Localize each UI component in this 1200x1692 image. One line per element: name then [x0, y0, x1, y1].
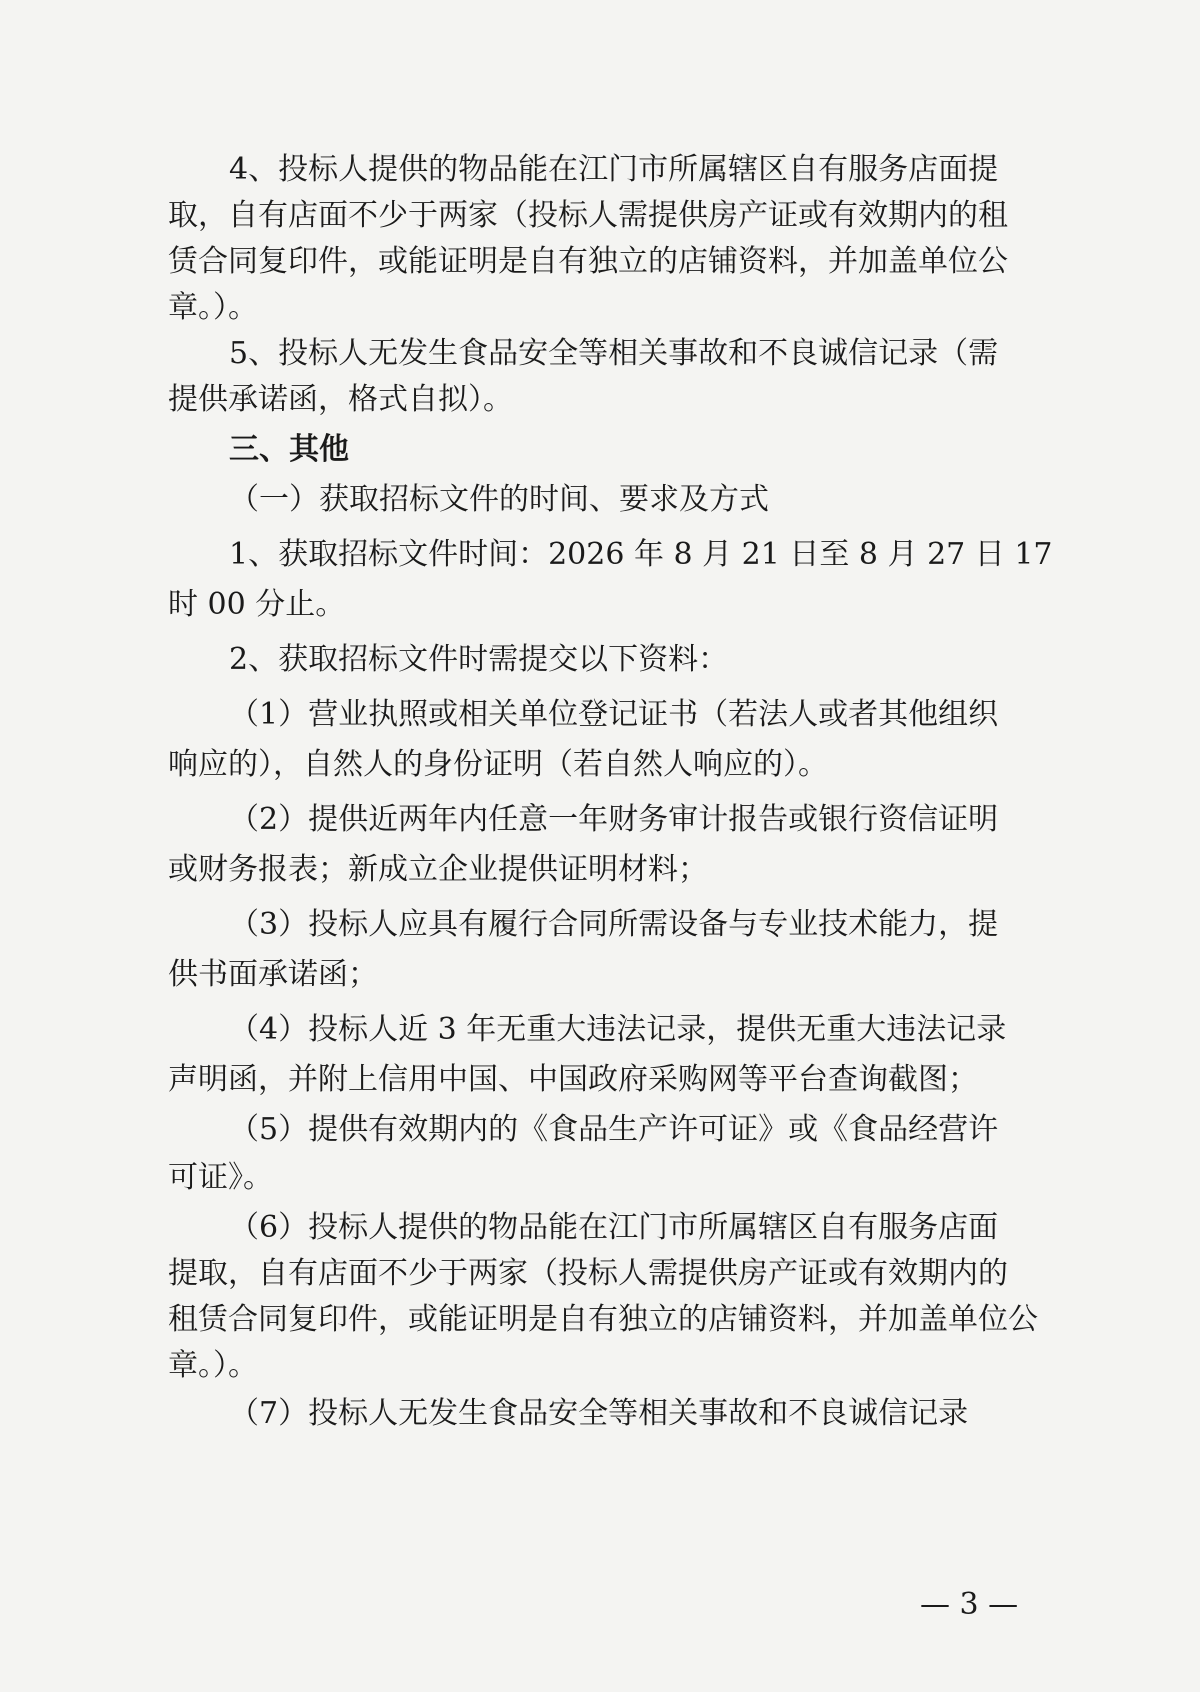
subsection-heading: （一）获取招标文件的时间、要求及方式	[229, 482, 769, 517]
paragraph-line: 2、获取招标文件时需提交以下资料：	[229, 642, 729, 677]
paragraph-line: （5）提供有效期内的《食品生产许可证》或《食品经营许	[229, 1112, 999, 1147]
section-heading: 三、其他	[229, 432, 349, 467]
paragraph-line: 章。）。	[168, 290, 258, 325]
paragraph-line: （4）投标人近 3 年无重大违法记录，提供无重大违法记录	[229, 1012, 1007, 1047]
paragraph-line: 声明函，并附上信用中国、中国政府采购网等平台查询截图；	[168, 1062, 978, 1097]
paragraph-line: 租赁合同复印件，或能证明是自有独立的店铺资料，并加盖单位公	[168, 1302, 1038, 1337]
paragraph-line: 取，自有店面不少于两家（投标人需提供房产证或有效期内的租	[168, 198, 1008, 233]
paragraph-line: 提取，自有店面不少于两家（投标人需提供房产证或有效期内的	[168, 1256, 1008, 1291]
paragraph-line: 提供承诺函，格式自拟）。	[168, 382, 513, 417]
paragraph-line: （6）投标人提供的物品能在江门市所属辖区自有服务店面	[229, 1210, 999, 1245]
paragraph-line: （3）投标人应具有履行合同所需设备与专业技术能力，提	[229, 907, 999, 942]
paragraph-line: （2）提供近两年内任意一年财务审计报告或银行资信证明	[229, 802, 999, 837]
paragraph-line: 4、投标人提供的物品能在江门市所属辖区自有服务店面提	[229, 152, 999, 187]
paragraph-line: （1）营业执照或相关单位登记证书（若法人或者其他组织	[229, 697, 999, 732]
paragraph-line: 供书面承诺函；	[168, 957, 378, 992]
paragraph-line: 时 00 分止。	[168, 587, 346, 622]
paragraph-line: 响应的），自然人的身份证明（若自然人响应的）。	[168, 747, 828, 782]
paragraph-line: 5、投标人无发生食品安全等相关事故和不良诚信记录（需	[229, 336, 999, 371]
paragraph-line: 赁合同复印件，或能证明是自有独立的店铺资料，并加盖单位公	[168, 244, 1008, 279]
paragraph-line: （7）投标人无发生食品安全等相关事故和不良诚信记录	[229, 1396, 969, 1431]
paragraph-line: 1、获取招标文件时间：2026 年 8 月 21 日至 8 月 27 日 17	[229, 537, 1053, 572]
paragraph-line: 章。）。	[168, 1348, 258, 1383]
paragraph-line: 或财务报表；新成立企业提供证明材料；	[168, 852, 708, 887]
page-number: — 3 —	[920, 1587, 1019, 1622]
paragraph-line: 可证》。	[168, 1160, 273, 1195]
